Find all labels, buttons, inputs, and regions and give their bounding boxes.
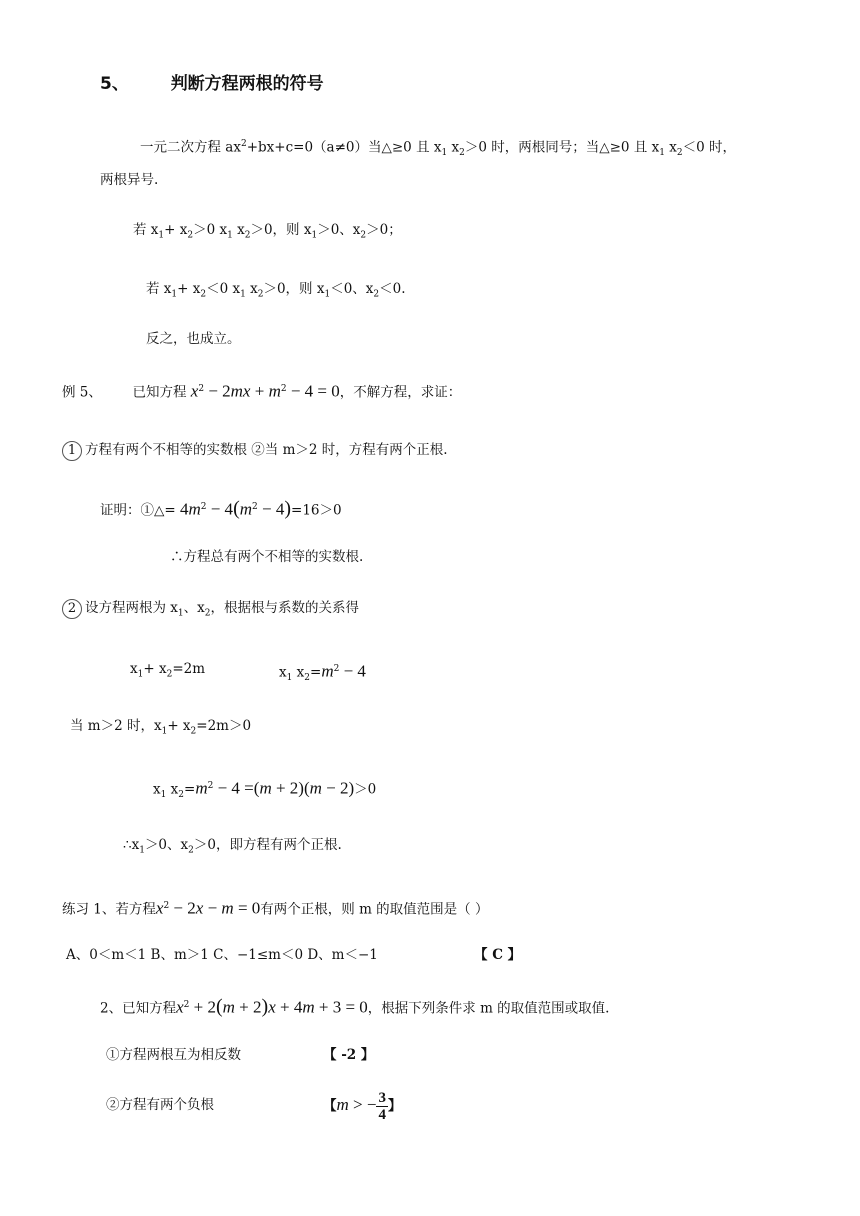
circled-number: 2	[62, 599, 82, 619]
intro-text: ＜0 时，	[682, 139, 736, 156]
subscript: 2	[676, 148, 683, 159]
question-1-answer: 【 -2 】	[323, 1047, 375, 1063]
product-factorization: $x_1$ $x_2=m^2 - 4 =(m + 2)(m - 2)>0$	[153, 778, 377, 801]
converse-note: 反之，也成立。	[146, 331, 241, 347]
part-2: 2 设方程两根为 $x_1$、$x_2$，根据根与系数的关系得	[62, 598, 359, 624]
superscript: 2	[240, 139, 247, 149]
example-5: 例 5、 已知方程 $x^2 - 2mx + m^2 - 4 = 0$，不解方程，求证：	[62, 381, 462, 401]
when-condition: 当 m＞2 时，$x_1+ x_2=2m>0$	[70, 718, 252, 737]
fraction: $\frac{3}{4}$	[378, 1090, 386, 1123]
intro-text: +bx+c=0（a≠0）当△≥0 且 x	[246, 139, 442, 156]
rule-same-negative: 若 $x_1+ x_2<0$ $x_1$ $x_2>0$，则 $x_1<0$、$x_2<0$.	[146, 281, 406, 300]
intro-text: 一元二次方程 ax	[140, 139, 241, 156]
subscript: 1	[441, 148, 448, 159]
part-1: 1 方程有两个不相等的实数根 ②当 m＞2 时，方程有两个正根.	[62, 440, 448, 461]
intro-text: x	[664, 139, 677, 156]
exercise-1-answer: 【 C 】	[474, 947, 522, 963]
conclusion-2: $\therefore x_1>0$、$x_2>0$，即方程有两个正根.	[123, 837, 342, 856]
rule-same-positive: 若 $x_1+ x_2>0$ $x_1$ $x_2>0$，则 $x_1>0$、$x_2>0$；	[133, 222, 402, 241]
question-1: ①方程两根互为相反数	[106, 1047, 241, 1063]
conclusion-1: ∴方程总有两个不相等的实数根.	[170, 549, 364, 565]
question-2-answer: 【m > − $\frac{3}{4}$ 】	[323, 1090, 402, 1123]
example-label: 例 5、	[62, 384, 102, 401]
subscript: 1	[659, 148, 665, 159]
section-number: 5、	[100, 74, 129, 94]
vieta-sum: $x_1+ x_2=2m$	[130, 661, 206, 680]
section-title: 判断方程两根的符号	[170, 74, 324, 94]
intro-text: ＞0 时，两根同号；当△≥0 且 x	[464, 139, 660, 156]
intro-paragraph-line2: 两根异号.	[100, 172, 159, 188]
question-2: ②方程有两个负根	[106, 1097, 214, 1113]
exercise-2: 2、已知方程$x^2 + 2(m + 2)x + 4m + 3 = 0$，根据下列条件求 m 的取值范围或取值.	[100, 995, 610, 1018]
vieta-product: $x_1$ $x_2=m^2 - 4$	[279, 661, 366, 684]
proof-discriminant: 证明：①△= $4m^2 - 4(m^2 - 4)=16>0$	[100, 497, 342, 520]
section-heading	[100, 74, 324, 94]
subscript: 2	[459, 148, 465, 159]
exercise-1-options: A、0＜m＜1 B、m＞1 C、−1≤m＜0 D、m＜−1	[66, 947, 378, 963]
intro-paragraph-line1	[140, 134, 736, 163]
exercise-1: 练习 1、若方程$x^2 - 2x - m = 0$有两个正根，则 m 的取值范围是（ ）	[62, 898, 489, 918]
intro-text: x	[447, 139, 460, 156]
circled-number: 1	[62, 441, 82, 461]
